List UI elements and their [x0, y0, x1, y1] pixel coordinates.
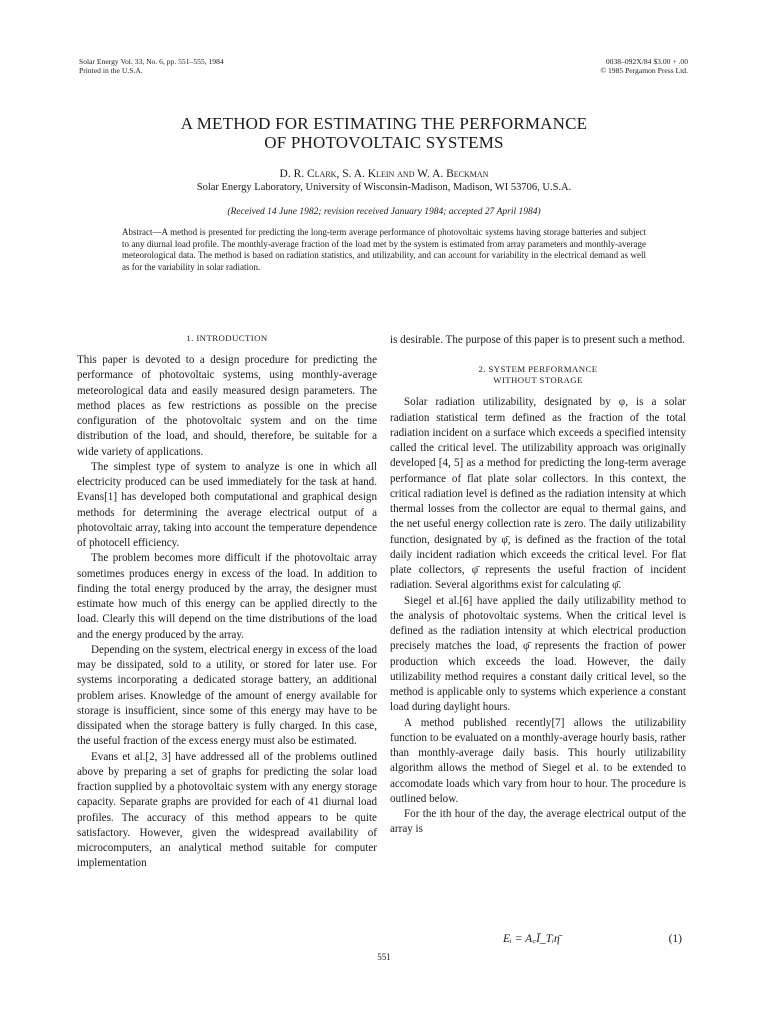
received-dates: (Received 14 June 1982; revision received January 1984; accepted 27 April 1984) — [227, 207, 541, 217]
journal-code: 0038–092X/84 $3.00 + .00 — [605, 57, 688, 66]
journal-header-left — [79, 57, 224, 75]
authors: D. R. Clark, S. A. Klein and W. A. Beckman — [279, 168, 489, 180]
abstract-label: Abstract — [122, 227, 153, 237]
equation-expression: Eᵢ = A꜀Ī_Tᵢη̄ — [503, 933, 560, 945]
intro-paragraph: This paper is devoted to a design procedure for predicting the performance of photovoltaic systems, using monthly-average meteorological data and easily measured design parameters. The method places as few restrictions as possible on the precise configuration of the photovoltaic system and on the time distribution of the load, and should, therefore, be suitable for a wide variety of applications. — [77, 354, 377, 458]
title-line-2: OF PHOTOVOLTAIC SYSTEMS — [264, 133, 504, 152]
section-2-heading-line-1: 2. SYSTEM PERFORMANCE — [478, 364, 598, 375]
section-2-paragraph: For the ith hour of the day, the average electrical output of the array is — [390, 808, 686, 836]
section-2-paragraph: A method published recently[7] allows the utilizability function to be evaluated on a monthly-average hourly basis, rather than monthly-average daily basis. This hourly utilizability algorithm allows the method of Siegel et al. to be extended to accomodate loads which vary from hour to hour. The procedure is outlined below. — [390, 716, 686, 805]
equation-number: (1) — [668, 933, 682, 945]
intro-paragraph: The simplest type of system to analyze is one in which all electricity produced can be used immediately for the task at hand. Evans[1] has developed both computational and graphical design methods for determining the average electrical output of a photovoltaic array, taking into account the temperature dependence of photocell efficiency. — [77, 460, 377, 549]
abstract-text: —A method is presented for predicting the long-term average performance of photovoltaic systems having storage batteries and subject to any diurnal load profile. The monthly-average fraction of the load met by the system is estimated from array parameters and monthly-average meteorological data. The method is based on radiation statistics, and utilizability, and can account for variability in the electrical demand as well as for the variability in solar radiation. — [122, 227, 646, 272]
section-2-paragraph: Solar radiation utilizability, designated by φ, is a solar radiation statistical term defined as the fraction of the total radiation incident on a surface which exceeds a specified intensity called the critical level. The utilizability approach was originally developed [4, 5] as a method for predicting the long-term average performance of flat plate solar collectors. In this context, the critical radiation level is defined as the radiation intensity at which thermal losses from the collector are equal to thermal gains, and the net useful energy collection rate is zero. The daily utilizability function, designated by φ̄, is defined as the fraction of the total daily incident radiation which exceeds the critical level. For flat plate collectors, φ̄ represents the useful fraction of incident radiation. Several algorithms exist for calculating φ̄. — [390, 396, 686, 592]
abstract — [122, 227, 646, 273]
page-number: 551 — [377, 952, 391, 962]
journal-header-right — [600, 57, 688, 75]
section-2-heading-line-2: WITHOUT STORAGE — [493, 375, 583, 386]
continuation-paragraph: is desirable. The purpose of this paper is to present such a method. — [390, 334, 685, 346]
section-2-heading — [390, 364, 686, 386]
intro-paragraph: Evans et al.[2, 3] have addressed all of the problems outlined above by preparing a set of graphs for predicting the solar load fraction supplied by a photovoltaic system with any energy storage capacity. Separate graphs are provided for each of 41 diurnal load profiles. The accuracy of this method appears to be quite satisfactory. However, given the widespread availability of microcomputers, an analytical method suitable for computer implementation — [77, 750, 377, 870]
section-2-paragraph: Siegel et al.[6] have applied the daily utilizability method to the analysis of photovoltaic systems. When the critical level is defined as the radiation intensity at which electrical production precisely matches the load, φ̄ represents the fraction of power production which exceeds the load. However, the daily utilizability method requires a constant daily critical level, so the method is applicable only to systems which experience a constant load during daylight hours. — [390, 594, 686, 714]
section-1-heading: 1. INTRODUCTION — [186, 333, 268, 343]
printed-note: Printed in the U.S.A. — [79, 66, 143, 75]
journal-citation: Solar Energy Vol. 33, No. 6, pp. 551–555, 1984 — [79, 57, 224, 66]
paper-title — [0, 114, 768, 152]
intro-paragraph: Depending on the system, electrical energy in excess of the load may be dissipated, sold to a utility, or stored for later use. For systems incorporating a dedicated storage battery, an additional problem arises. Knowledge of the amount of energy available for storage is insufficient, since some of this energy may have to be dissipated when the storage battery is fully charged. In this case, the useful fraction of the excess energy must also be estimated. — [77, 643, 377, 748]
title-line-1: A METHOD FOR ESTIMATING THE PERFORMANCE — [180, 114, 588, 133]
affiliation: Solar Energy Laboratory, University of Wisconsin-Madison, Madison, WI 53706, U.S.A. — [196, 182, 572, 193]
intro-paragraph: The problem becomes more difficult if the photovoltaic array sometimes produces energy in excess of the load. In addition to finding the total energy produced by the array, the designer must estimate how much of this energy can be applied directly to the load. Clearly this will depend on the time distributions of the load and the energy produced by the array. — [77, 552, 377, 641]
right-column — [390, 333, 686, 838]
copyright-note: © 1985 Pergamon Press Ltd. — [600, 66, 688, 75]
left-column — [77, 333, 377, 872]
